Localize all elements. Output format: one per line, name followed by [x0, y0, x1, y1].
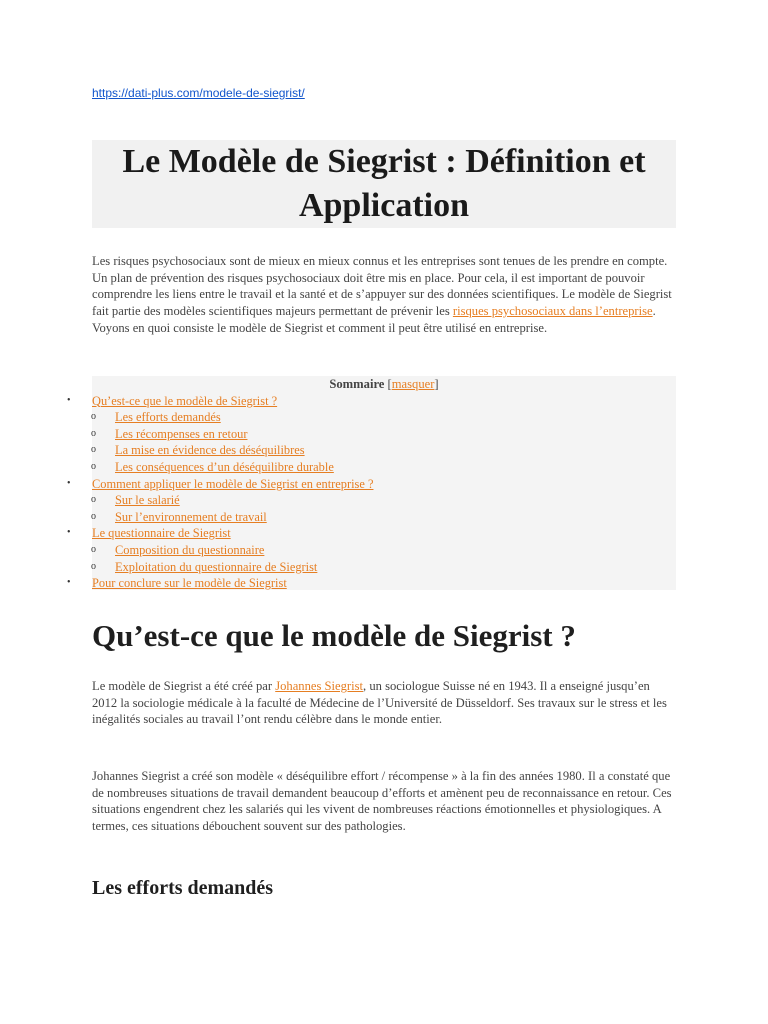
toc-hide-toggle[interactable]: masquer — [391, 377, 435, 391]
toc-bracket-close: ] — [434, 377, 439, 391]
toc-link[interactable]: Les efforts demandés — [115, 410, 221, 425]
toc-item — [115, 409, 221, 426]
source-url-link[interactable]: https://dati-plus.com/modele-de-siegrist/ — [92, 86, 305, 100]
intro-link-risques-psychosociaux[interactable]: risques psychosociaux dans l’entreprise — [452, 304, 653, 319]
toc-item — [115, 426, 247, 443]
toc-link[interactable]: Exploitation du questionnaire de Siegrist — [115, 559, 318, 574]
intro-text-after: . Voyons en quoi consiste le modèle de Siegrist et comment il peut être utilisé en entreprise. — [92, 304, 656, 335]
toc-bullet-circle: o — [91, 444, 96, 456]
toc-bullet-circle: o — [91, 460, 96, 472]
toc-item — [92, 393, 277, 410]
section-title: Qu’est-ce que le modèle de Siegrist ? — [92, 618, 576, 653]
toc-item — [115, 459, 334, 476]
toc-bullet-disc: • — [67, 394, 71, 406]
toc-bracket-open: [ — [387, 377, 392, 391]
intro-text-before: Les risques psychosociaux sont de mieux en mieux connus et les entreprises sont tenues de les prendre en compte. Un plan de prévention des risques psychosociaux doit être mis en place. Pour cela, il est important de pouvoir comprendre les liens entre le travail et la santé et de s’appuyer sur des données scientifiques. Le modèle de Siegrist fait partie des modèles scientifiques majeurs permettant de prévenir les — [92, 254, 672, 319]
toc-item — [115, 492, 180, 509]
article-title-line-2: Application — [298, 187, 470, 224]
article-title-line-1: Le Modèle de Siegrist : Définition et — [122, 143, 646, 180]
toc-bullet-circle: o — [91, 494, 96, 506]
para1-text-before: Le modèle de Siegrist a été créé par — [92, 679, 276, 693]
toc-bullet-disc: • — [67, 527, 71, 539]
toc-item — [92, 525, 231, 542]
toc-item — [115, 509, 267, 526]
para1-text-after: , un sociologue Suisse né en 1943. Il a enseigné jusqu’en 2012 la sociologie médicale à la faculté de Médecine de l’Université de Düsseldorf. Ses travaux sur le stress et les inégalités sociales au travail l’ont rendu célèbre dans le monde entier. — [92, 679, 667, 727]
paragraph-1 — [92, 678, 676, 728]
intro-paragraph — [92, 253, 678, 337]
toc-item — [92, 476, 373, 493]
toc-link[interactable]: Comment appliquer le modèle de Siegrist en entreprise ? — [92, 476, 374, 491]
toc-bullet-disc: • — [67, 477, 71, 489]
toc-link[interactable]: Qu’est-ce que le modèle de Siegrist ? — [92, 393, 278, 408]
toc-item — [115, 542, 264, 559]
toc-item — [115, 559, 317, 576]
link-johannes-siegrist[interactable]: Johannes Siegrist — [275, 679, 364, 693]
paragraph-2: Johannes Siegrist a créé son modèle « déséquilibre effort / récompense » à la fin des années 1980. Il a constaté que de nombreuses situations de travail demandent beaucoup d’efforts et amènent peu de reconnaissance en retour. Ces situations engendrent chez les salariés qui les vivent de nombreuses réactions émotionnelles et physiologiques. A termes, ces situations débouchent souvent sur des pathologies. — [92, 769, 672, 834]
article-title-box — [92, 140, 676, 228]
toc-link[interactable]: Le questionnaire de Siegrist — [92, 526, 231, 541]
toc-bullet-disc: • — [67, 577, 71, 589]
toc-bullet-circle: o — [91, 427, 96, 439]
toc-bullet-circle: o — [91, 543, 96, 555]
toc-item — [92, 575, 287, 592]
article-title — [122, 140, 645, 228]
toc-link[interactable]: Les conséquences d’un déséquilibre durable — [115, 459, 334, 474]
toc-link[interactable]: Les récompenses en retour — [115, 426, 248, 441]
toc-item — [115, 442, 305, 459]
toc-link[interactable]: Composition du questionnaire — [115, 542, 265, 557]
toc-bullet-circle: o — [91, 560, 96, 572]
table-of-contents — [67, 376, 676, 591]
subsection-title: Les efforts demandés — [92, 877, 274, 899]
toc-bullet-circle: o — [91, 510, 96, 522]
toc-link[interactable]: La mise en évidence des déséquilibres — [115, 443, 305, 458]
toc-heading: Sommaire — [329, 377, 385, 391]
toc-header — [92, 376, 676, 392]
toc-link[interactable]: Sur l’environnement de travail — [115, 509, 267, 524]
toc-bullet-circle: o — [91, 411, 96, 423]
toc-link[interactable]: Sur le salarié — [115, 493, 180, 508]
toc-link[interactable]: Pour conclure sur le modèle de Siegrist — [92, 576, 287, 591]
